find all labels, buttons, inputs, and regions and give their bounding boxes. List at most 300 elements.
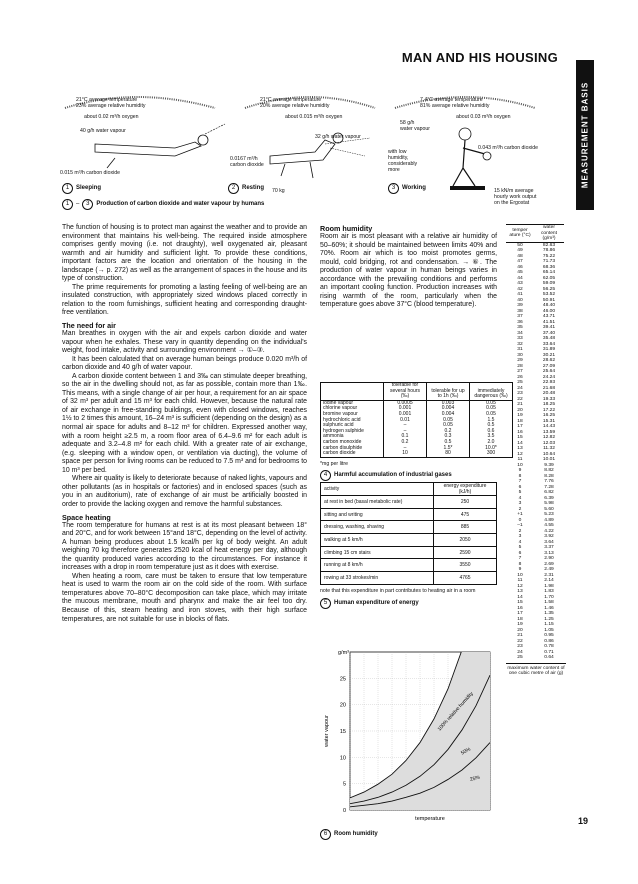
gas-cell-value: 10	[384, 451, 427, 457]
working-output-b: hourly work output	[494, 194, 537, 200]
chart-caption	[320, 829, 378, 840]
gas-cell-value: 0.003	[427, 400, 470, 406]
water-cell-content: 12.03	[542, 440, 556, 446]
chart-yunit: g/m³	[338, 650, 349, 656]
working-vapour-b: water vapour	[400, 126, 430, 132]
gas-cell-value: 80	[427, 451, 470, 457]
water-cell-temperature: 31	[517, 347, 523, 352]
activity-row	[321, 508, 497, 521]
water-cell-temperature: 17	[517, 424, 523, 429]
water-cell-temperature: 46	[517, 264, 523, 270]
working-humidity: 81% average relative humidity	[420, 103, 490, 109]
activity-row	[321, 521, 497, 534]
water-cell-content: 9.39	[544, 462, 554, 468]
water-cell-content: 1.15	[544, 622, 554, 627]
water-cell-content: 2.90	[544, 556, 554, 561]
water-cell-content: 31.89	[542, 347, 556, 352]
water-cell-temperature: 16	[517, 429, 523, 435]
water-cell-temperature: 5	[518, 490, 522, 495]
water-cell-content: 15.31	[542, 418, 556, 424]
water-cell-content: 62.05	[542, 275, 556, 281]
paragraph-breathing: Man breathes in oxygen with the air and expels carbon dioxide and water vapour when he exhales. These vary in quantity depending on the individual's weight, food intake, activity and surrounding environment → ①–③.	[62, 330, 307, 355]
gas-cell-value: 2.0	[470, 440, 513, 446]
water-cell-content: 1.35	[544, 611, 554, 616]
water-cell-content: 10.64	[542, 451, 556, 457]
gas-cell-value: 0.1	[384, 434, 427, 440]
activity-cell-energy: 475	[434, 508, 497, 521]
sleeping-oxygen: about 0.02 m³/h oxygen	[84, 114, 139, 120]
gas-cell-value: 0.01	[384, 418, 427, 424]
figure-caption-text: Production of carbon dioxide and water vapour by humans	[96, 201, 265, 207]
water-cell-content: 27.09	[542, 363, 556, 369]
gas-cell-value: –	[384, 423, 427, 429]
water-cell-content: 8.28	[544, 473, 554, 479]
water-cell-temperature: 0	[518, 517, 522, 523]
water-cell-temperature: 3	[518, 534, 522, 539]
water-cell-temperature: 7	[518, 479, 522, 484]
gas-cell-substance: bromine vapour	[321, 412, 384, 418]
label-sleeping-text: Sleeping	[76, 185, 102, 191]
water-cell-content: 3.64	[544, 539, 554, 545]
water-cell-temperature: +1	[517, 512, 523, 517]
water-cell-content: 1.58	[544, 600, 554, 605]
water-cell-content: 82.63	[542, 242, 556, 248]
gas-cell-value: 1.5	[470, 418, 513, 424]
humidity-chart	[320, 640, 500, 840]
water-cell-content: 41.51	[542, 319, 556, 325]
water-cell-temperature: 24	[517, 649, 523, 655]
water-cell-temperature: 28	[517, 363, 523, 369]
working-vapour-a: 58 g/h	[400, 120, 415, 126]
water-cell-temperature: 22	[517, 396, 523, 402]
water-cell-content: 43.71	[542, 314, 556, 319]
gas-caption	[320, 470, 513, 481]
water-cell-temperature: 12	[517, 583, 523, 589]
water-cell-content: 17.22	[542, 407, 556, 413]
activity-header-activity: activity	[321, 483, 434, 496]
paragraph-heating: When heating a room, care must be taken to ensure that low temperature heat is used to warm the room air on the cold side of the room. With surface temperatures above 70–80°C decomposition can take place, which may irritate the mucous membrane, mouth and pharynx and make the air feel too dry. Because of this, steam heating and iron stoves, with their high surface temperatures, are not suitable for use in blocks of flats.	[62, 572, 307, 623]
activity-row	[321, 496, 497, 509]
water-cell-content: 50.91	[542, 297, 556, 303]
chart-series-label: 50%	[460, 746, 472, 757]
water-cell-temperature: 15	[517, 435, 523, 440]
water-cell-temperature: 37	[517, 314, 523, 319]
water-cell-temperature: 26	[517, 374, 523, 380]
activity-caption-text: Human expenditure of energy	[334, 599, 419, 606]
water-cell-content: 30.21	[542, 352, 556, 358]
gas-cell-value: 0.0005	[384, 400, 427, 406]
water-cell-content: 33.64	[542, 341, 556, 347]
activity-table	[320, 482, 497, 585]
section-side-tab	[576, 60, 594, 210]
paragraph-calculation: It has been calculated that on average human beings produce 0.020 m³/h of carbon dioxide and 40 g/h of water vapour.	[62, 355, 307, 372]
water-cell-temperature: 13	[517, 446, 523, 451]
water-cell-temperature: 21	[517, 402, 523, 407]
working-temp: 7.4°C average temperature	[420, 97, 483, 103]
gas-header-several-hours: tolerable for several hours (‰)	[384, 383, 427, 401]
water-cell-content: 11.32	[543, 446, 555, 451]
water-cell-temperature: 2	[518, 506, 522, 512]
body-column-2	[320, 224, 497, 310]
water-cell-content: 68.36	[542, 264, 556, 270]
water-cell-content: 37.40	[542, 330, 556, 336]
activity-cell-name: walking at 5 km/h	[321, 534, 434, 547]
water-cell-temperature: 40	[517, 297, 523, 303]
gas-table-block	[320, 382, 513, 481]
gas-cell-value: 0.004	[427, 412, 470, 418]
chart-ytick-label: 5	[342, 781, 346, 788]
resting-co2-b: carbon dioxide	[230, 162, 264, 168]
caption-number-6: 6	[320, 829, 331, 840]
water-cell-content: 78.86	[542, 248, 556, 253]
water-cell-temperature: 13	[517, 589, 523, 594]
gas-footnote: *mg per litre	[320, 460, 348, 467]
water-cell-content: 6.82	[544, 490, 554, 495]
water-cell-temperature: 23	[517, 644, 523, 649]
water-cell-temperature: 22	[517, 638, 523, 644]
chart-ytick-label: 25	[339, 676, 346, 683]
chart-series-label: 100% relative humidity	[436, 690, 475, 733]
water-cell-content: 71.73	[542, 259, 556, 264]
water-cell-content: 2.31	[544, 572, 554, 578]
gas-cell-value: 0.001	[384, 412, 427, 418]
figure-number-3: 3	[388, 183, 399, 194]
gas-cell-substance: sulphuric acid	[321, 423, 384, 429]
humidity-chart-svg	[320, 640, 500, 825]
gas-table-header	[321, 383, 513, 401]
activity-cell-name: climbing 15 cm stairs	[321, 546, 434, 559]
water-cell-temperature: 49	[517, 248, 523, 253]
water-cell-temperature: 2	[518, 528, 522, 534]
sleeping-co2: 0.015 m³/h carbon dioxide	[60, 170, 120, 176]
caption-number-4: 4	[320, 470, 331, 481]
chart-ytick-label: 15	[339, 729, 346, 735]
paragraph-humidity: Room air is most pleasant with a relative air humidity of 50–60%; it should be maintained between limits 40% and 70%. Room air which is too moist promotes germs, mould, cold bridging, rot and condensation. → ⑥. The production of water vapour in human beings varies in accordance with the prevailing conditions and performs an important cooling function. Production increases with rising warmth of the room, particularly when the temperature goes above 37°C (blood temperature).	[320, 233, 497, 309]
activity-table-block	[320, 482, 497, 609]
resting-temp: 21°C average temperature	[260, 97, 322, 103]
water-cell-temperature: 6	[518, 550, 522, 556]
gas-cell-value: –	[384, 429, 427, 435]
water-cell-temperature: 20	[517, 627, 523, 633]
water-cell-temperature: 43	[517, 281, 523, 286]
caption-number-3: 3	[82, 199, 93, 210]
water-cell-content: 2.69	[544, 561, 554, 567]
water-cell-temperature: 50	[517, 242, 523, 248]
water-cell-temperature: 15	[517, 600, 523, 605]
chart-ylabel: water vapour	[324, 715, 330, 747]
water-cell-content: 0.64	[544, 655, 554, 660]
water-cell-temperature: 18	[517, 418, 523, 424]
water-cell-temperature: 10	[517, 572, 523, 578]
gas-cell-value: 10.0*	[470, 446, 513, 452]
activity-caption	[320, 598, 497, 609]
water-cell-temperature: 18	[517, 616, 523, 622]
water-cell-content: 0.71	[544, 649, 554, 655]
water-cell-temperature: 11	[517, 578, 523, 583]
water-cell-temperature: 25	[517, 655, 523, 660]
water-cell-content: 21.68	[542, 385, 556, 391]
activity-cell-name: dressing, washing, shaving	[321, 521, 434, 534]
gas-cell-value: 0.5	[470, 423, 513, 429]
chart-ytick-label: 20	[339, 702, 346, 709]
gas-cell-substance: carbon disulphide	[321, 446, 384, 452]
working-low-b: humidity,	[388, 155, 409, 161]
activity-cell-energy: 4765	[434, 572, 497, 585]
water-cell-content: 56.25	[542, 286, 556, 292]
water-header-content: water content (g/m³)	[534, 225, 564, 243]
water-cell-content: 1.25	[544, 616, 554, 622]
resting-weight: 70 kg	[272, 188, 285, 194]
water-cell-temperature: 27	[517, 369, 523, 374]
water-cell-temperature: 29	[517, 358, 523, 363]
water-cell-temperature: –1	[517, 523, 523, 528]
caption-number-1: 1	[62, 199, 73, 210]
water-cell-temperature: 38	[517, 308, 523, 314]
gas-cell-value: 0.05	[470, 412, 513, 418]
water-cell-temperature: 8	[518, 473, 522, 479]
water-content-table-block	[506, 224, 566, 677]
water-cell-content: 28.62	[542, 358, 556, 363]
water-cell-content: 5.23	[544, 512, 554, 517]
water-cell-temperature: 4	[518, 539, 522, 545]
water-header-temperature: temper ature (°C)	[506, 225, 534, 243]
water-cell-temperature: 41	[517, 292, 523, 297]
water-cell-content: 4.89	[544, 517, 554, 523]
water-cell-temperature: 6	[518, 484, 522, 490]
gas-cell-value: 0.2	[427, 429, 470, 435]
water-cell-content: 5.98	[544, 501, 554, 506]
paragraph-intro: The function of housing is to protect man against the weather and to provide an environment that maintains his well-being. The required inside atmosphere comprises gently moving (i.e. not draughty), well oxygenated air, pleasant warmth and air humidity and sufficient light. To provide these conditions, important factors are the location and orientation of the housing in the landscape (→ p. 272) as well as the arrangement of spaces in the house and its type of construction.	[62, 224, 307, 283]
water-cell-temperature: 25	[517, 380, 523, 385]
page-number: 19	[577, 816, 588, 826]
water-cell-content: 13.59	[542, 429, 556, 435]
water-cell-content: 19.33	[542, 396, 556, 402]
water-cell-content: 4.55	[544, 523, 554, 528]
water-cell-content: 65.14	[542, 270, 556, 275]
water-cell-temperature: 17	[517, 611, 523, 616]
water-cell-temperature: 23	[517, 391, 523, 396]
working-oxygen: about 0.03 m³/h oxygen	[456, 114, 511, 120]
water-cell-content: 1.05	[544, 627, 554, 633]
working-output-a: 15 kN/m average	[494, 188, 534, 194]
water-cell-content: 16.25	[542, 413, 556, 418]
water-cell-content: 0.86	[544, 638, 554, 644]
paragraph-co2-content: A carbon dioxide content between 1 and 3‰ can stimulate deeper breathing, so the air in the dwelling should not, as far as possible, contain more than 1‰. This means, with a single change of air per hour, a requirement for an air space of 32 m³ per adult and 15 m³ for each child. However, because the natural rate of air exchange in free-standing buildings, even with closed windows, reaches 1½ to 2 times this amount, 16–24 m³ is sufficient (depending on the design) as a normal air space for adults and 8–12 m³ for children. Expressed another way, with a room height ≥2.5 m, a room floor area of 6.4–9.6 m² for each adult is adequate and 3.2–4.8 m² for each child. With a greater rate of air exchange, (e.g. sleeping with a window open, or ventilation via ducting), the volume of space per person for living rooms can be reduced to 7.5 m³ and for bedrooms to 10 m³ per bed.	[62, 372, 307, 474]
water-cell-content: 6.39	[544, 495, 554, 501]
caption-number-5: 5	[320, 598, 331, 609]
sleeping-humidity: 23% average relative humidity	[76, 103, 146, 109]
water-table-header	[506, 225, 564, 243]
body-column-1	[62, 224, 307, 624]
water-cell-temperature: 21	[517, 633, 523, 638]
water-cell-temperature: 35	[517, 325, 523, 330]
working-low-a: with low	[388, 149, 407, 155]
water-cell-temperature: 48	[517, 253, 523, 259]
gas-cell-value: 0.001	[384, 406, 427, 412]
heading-room-humidity: Room humidity	[320, 224, 373, 233]
gas-caption-text: Harmful accumulation of industrial gases	[334, 471, 452, 478]
activity-cell-energy: 885	[434, 521, 497, 534]
gas-cell-value: 0.05	[470, 400, 513, 406]
activity-row	[321, 559, 497, 572]
water-cell-content: 18.25	[542, 402, 556, 407]
paragraph-requirements: The prime requirements for promoting a lasting feeling of well-being are an insulated construction, with appropriately sized windows placed correctly in relation to the room furnishings, sufficient heating and corresponding draught-free ventilation.	[62, 283, 307, 317]
water-cell-temperature: 47	[517, 259, 523, 264]
water-cell-temperature: 45	[517, 270, 523, 275]
resting-humidity: 20% average relative humidity	[260, 103, 330, 109]
water-cell-temperature: 11	[517, 457, 523, 462]
gas-cell-substance: ammonia	[321, 434, 384, 440]
activity-note: note that this expenditure in part contributes to heating air in a room	[320, 587, 476, 594]
activity-row	[321, 534, 497, 547]
water-cell-content: 10.01	[542, 457, 556, 462]
activity-cell-energy: 2590	[434, 546, 497, 559]
water-cell-temperature: 30	[517, 352, 523, 358]
label-resting-text: Resting	[242, 185, 265, 191]
activity-row	[321, 572, 497, 585]
side-tab-label: MEASUREMENT BASIS	[580, 81, 590, 189]
activity-cell-name: at rest in bed (basal metabolic rate)	[321, 496, 434, 509]
resting-co2-a: 0.0167 m³/h	[230, 156, 258, 162]
water-row	[506, 655, 564, 661]
gas-cell-value: 0.05	[470, 406, 513, 412]
water-cell-content: 22.93	[542, 380, 556, 385]
gas-row	[321, 451, 513, 457]
activity-header-energy: energy expenditure (kJ/h)	[434, 483, 497, 496]
water-content-table	[506, 224, 564, 661]
figure-caption: 1 – 3 Production of carbon dioxide and water vapour by humans	[62, 199, 264, 210]
water-cell-temperature: 14	[517, 594, 523, 600]
water-cell-temperature: 33	[517, 336, 523, 341]
water-cell-content: 5.60	[544, 506, 554, 512]
resting-oxygen: about 0.015 m³/h oxygen	[285, 114, 343, 120]
activity-cell-name: rowing at 33 strokes/min	[321, 572, 434, 585]
activity-table-header	[321, 483, 497, 496]
water-cell-content: 75.22	[542, 253, 556, 259]
water-cell-temperature: 10	[517, 462, 523, 468]
gas-header-dangerous: immediately dangerous (‰)	[470, 383, 513, 401]
gas-table	[320, 382, 513, 458]
water-cell-content: 7.28	[544, 484, 554, 490]
water-cell-content: 2.14	[544, 578, 554, 583]
water-cell-content: 2.49	[544, 567, 554, 572]
chart-ytick-label: 0	[342, 808, 346, 814]
water-cell-temperature: 3	[518, 501, 522, 506]
gas-cell-value: 0.3	[427, 434, 470, 440]
figure-number-2: 2	[228, 183, 239, 194]
water-cell-content: 1.46	[544, 605, 554, 611]
chart-caption-text: Room humidity	[334, 831, 378, 837]
gas-cell-substance: carbon dioxide	[321, 451, 384, 457]
gas-cell-value: 0.2	[384, 440, 427, 446]
water-cell-content: 0.95	[544, 633, 554, 638]
page-title: MAN AND HIS HOUSING	[401, 50, 558, 65]
water-cell-content: 39.41	[542, 325, 556, 330]
water-cell-temperature: 42	[517, 286, 523, 292]
water-cell-content: 53.52	[542, 292, 556, 297]
water-cell-temperature: 9	[518, 468, 522, 473]
water-cell-content: 12.82	[542, 435, 556, 440]
gas-cell-value: 300	[470, 451, 513, 457]
working-low-c: considerably	[388, 161, 418, 167]
water-cell-content: 25.64	[542, 369, 556, 374]
water-cell-content: 35.48	[542, 336, 556, 341]
gas-cell-value: 0.05	[427, 418, 470, 424]
water-cell-temperature: 39	[517, 303, 523, 308]
chart-ytick-label: 10	[339, 755, 346, 762]
gas-cell-value: 0.5	[427, 440, 470, 446]
water-cell-temperature: 14	[517, 440, 523, 446]
water-cell-temperature: 20	[517, 407, 523, 413]
gas-cell-substance: carbon monoxide	[321, 440, 384, 446]
water-cell-content: 59.09	[542, 281, 556, 286]
water-cell-content: 48.40	[542, 303, 556, 308]
water-cell-temperature: 19	[517, 413, 523, 418]
gas-cell-substance: iodine vapour	[321, 400, 384, 406]
figure-number-1: 1	[62, 183, 73, 194]
water-cell-content: 1.98	[544, 583, 554, 589]
activity-cell-name: sitting and writing	[321, 508, 434, 521]
water-cell-temperature: 12	[517, 451, 523, 457]
water-cell-temperature: 9	[518, 567, 522, 572]
gas-cell-value: 3.5	[470, 434, 513, 440]
paragraph-air-quality: Where air quality is likely to deteriorate because of naked lights, vapours and other pollutants (as in hospitals or factories) and in enclosed spaces (such as you in an auditorium), rate of exchange of air must be artificially boosted in order to provide the lacking oxygen and remove the harmful substances.	[62, 475, 307, 508]
water-cell-content: 3.37	[544, 545, 554, 550]
water-cell-temperature: 8	[518, 561, 522, 567]
water-cell-temperature: 32	[517, 341, 523, 347]
gas-cell-value: 1.5*	[427, 446, 470, 452]
working-co2: 0.043 m³/h carbon dioxide	[478, 145, 538, 151]
water-cell-content: 3.92	[544, 534, 554, 539]
water-cell-content: 0.78	[544, 644, 554, 649]
activity-cell-energy: 250	[434, 496, 497, 509]
water-table-footer: maximum water content of one cubic metre of air (g)	[506, 663, 566, 677]
activity-cell-name: running at 8 km/h	[321, 559, 434, 572]
gas-cell-value: 0.6	[470, 429, 513, 435]
gas-header-substance	[321, 383, 384, 401]
water-cell-content: 3.13	[544, 550, 554, 556]
water-cell-content: 7.76	[544, 479, 554, 484]
gas-cell-substance: hydrochloric acid	[321, 418, 384, 424]
heading-need-for-air: The need for air	[62, 321, 116, 331]
sleeping-temp: 21°C average temperature	[76, 97, 138, 103]
resting-vapour: 32 g/h water vapour	[315, 134, 361, 140]
chart-xlabel: temperature	[415, 816, 445, 822]
water-cell-content: 1.70	[544, 594, 554, 600]
working-output-c: on the Ergostat	[494, 200, 530, 206]
gas-cell-substance: hydrogen sulphide	[321, 429, 384, 435]
sleeping-vapour: 40 g/h water vapour	[80, 128, 126, 134]
label-resting	[228, 183, 264, 194]
water-cell-content: 4.22	[544, 528, 554, 534]
activity-cell-energy: 2050	[434, 534, 497, 547]
water-cell-temperature: 5	[518, 545, 522, 550]
activity-cell-energy: 3550	[434, 559, 497, 572]
gas-cell-value: 0.004	[427, 406, 470, 412]
gas-cell-value: 0.05	[427, 423, 470, 429]
water-cell-temperature: 7	[518, 556, 522, 561]
water-cell-content: 8.82	[544, 468, 554, 473]
label-working-text: Working	[402, 185, 426, 191]
label-working	[388, 183, 426, 194]
water-cell-content: 1.83	[544, 589, 554, 594]
water-cell-temperature: 44	[517, 275, 523, 281]
water-cell-temperature: 36	[517, 319, 523, 325]
water-cell-content: 24.24	[542, 374, 556, 380]
gas-header-one-hour: tolerable for up to 1h (‰)	[427, 383, 470, 401]
water-cell-temperature: 24	[517, 385, 523, 391]
working-low-d: more	[388, 167, 400, 173]
